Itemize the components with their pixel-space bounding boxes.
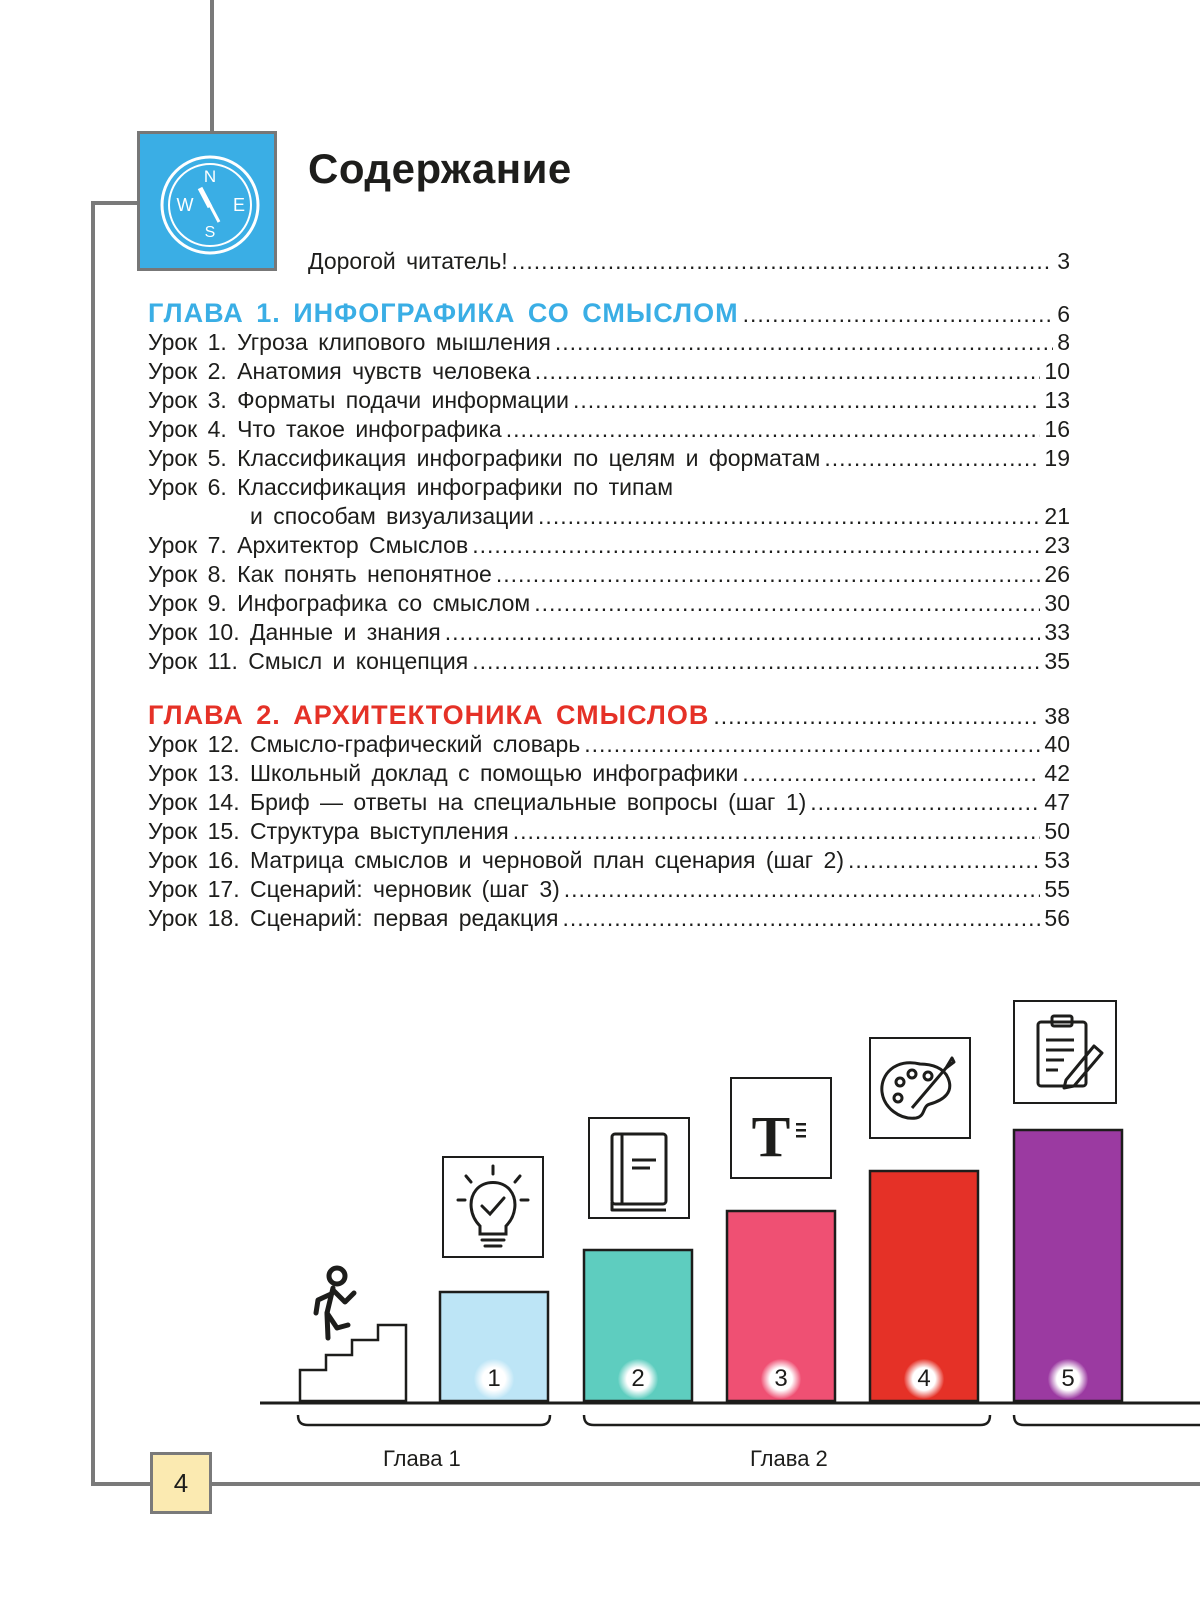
toc-chapter-1-label: ГЛАВА 1. ИНФОГРАФИКА СО СМЫСЛОМ	[148, 298, 739, 328]
toc-lesson-label: Урок 8. Как понять непонятное	[148, 561, 492, 587]
chapter-3-brace	[1014, 1415, 1200, 1425]
page-number: 4	[150, 1452, 212, 1514]
toc-lesson-page: 55	[1044, 876, 1070, 902]
toc-lesson-page: 8	[1057, 329, 1070, 355]
toc-lesson-label: Урок 4. Что такое инфографика	[148, 416, 502, 442]
chapter-2-label: Глава 2	[750, 1446, 828, 1471]
toc-lesson-page: 21	[1044, 503, 1070, 529]
toc-lesson-label: Урок 7. Архитектор Смыслов	[148, 532, 469, 558]
toc-lesson-label: Урок 14. Бриф — ответы на специальные вопросы (шаг 1)	[148, 789, 807, 815]
chapter-1-brace	[298, 1415, 550, 1425]
toc-lesson-label: Урок 15. Структура выступления	[148, 818, 509, 844]
toc-lesson-page: 50	[1044, 818, 1070, 844]
step-number-4: 4	[904, 1359, 944, 1399]
toc-lesson-page: 23	[1044, 532, 1070, 558]
toc-lesson-page: 30	[1044, 590, 1070, 616]
toc-lesson-label: Урок 16. Матрица смыслов и черновой план сценария (шаг 2)	[148, 847, 844, 873]
step-number-3: 3	[761, 1359, 801, 1399]
toc-lesson-label: Урок 2. Анатомия чувств человека	[148, 358, 531, 384]
toc-lesson-label: Урок 13. Школьный доклад с помощью инфографики	[148, 760, 739, 786]
toc-lesson-label: Урок 17. Сценарий: черновик (шаг 3)	[148, 876, 560, 902]
icon-box-4	[870, 1038, 970, 1138]
toc-lesson-page: 33	[1044, 619, 1070, 645]
toc-lesson-page: 56	[1044, 905, 1070, 931]
toc-lesson-page: 42	[1044, 760, 1070, 786]
compass-letter-s: S	[204, 224, 216, 241]
chapter-1-label: Глава 1	[383, 1446, 461, 1471]
toc-lesson-label: Урок 5. Классификация инфографики по целям и форматам	[148, 445, 821, 471]
svg-text:T: T	[751, 1104, 791, 1169]
toc-lesson-page: 35	[1044, 648, 1070, 674]
toc-lesson-label: Урок 3. Форматы подачи информации	[148, 387, 570, 413]
toc-lesson-label: Урок 18. Сценарий: первая редакция	[148, 905, 559, 931]
step-number-2: 2	[618, 1359, 658, 1399]
toc-lesson-page: 19	[1044, 445, 1070, 471]
toc-chapter-2-page: 38	[1044, 703, 1070, 729]
small-stairs	[300, 1325, 406, 1401]
toc-chapter-1-page: 6	[1057, 301, 1070, 327]
step-number-5: 5	[1048, 1359, 1088, 1399]
toc-intro-page: 3	[1057, 248, 1070, 274]
toc-lesson-page: 53	[1044, 847, 1070, 873]
toc-lesson-label: Урок 1. Угроза клипового мышления	[148, 329, 551, 355]
toc-lesson-page: 10	[1044, 358, 1070, 384]
toc-lesson-page: 26	[1044, 561, 1070, 587]
toc-lesson-label-line2: и способам визуализации	[250, 503, 535, 529]
toc-lesson-label: Урок 12. Смысло-графический словарь	[148, 731, 581, 757]
toc-chapter-2-label: ГЛАВА 2. АРХИТЕКТОНИКА СМЫСЛОВ	[148, 700, 710, 730]
person-climbing-icon	[316, 1268, 354, 1338]
toc-lesson-label: Урок 11. Смысл и концепция	[148, 648, 469, 674]
toc-lesson-page: 47	[1044, 789, 1070, 815]
compass-letter-n: N	[203, 167, 217, 186]
chapter-2-brace	[584, 1415, 990, 1425]
step-number-1: 1	[474, 1359, 514, 1399]
toc-intro-label: Дорогой читатель!	[308, 248, 508, 274]
toc-lesson-page: 13	[1044, 387, 1070, 413]
compass-letter-w: W	[176, 195, 194, 215]
toc-lesson-page: 16	[1044, 416, 1070, 442]
toc-lesson-label: Урок 9. Инфографика со смыслом	[148, 590, 531, 616]
compass-letter-e: E	[232, 195, 246, 215]
toc-lesson-label: Урок 10. Данные и знания	[148, 619, 441, 645]
page-title: Содержание	[308, 145, 572, 192]
toc-lesson-label-line1[interactable]: Урок 6. Классификация инфографики по типам	[148, 474, 674, 500]
toc-lesson-page: 40	[1044, 731, 1070, 757]
